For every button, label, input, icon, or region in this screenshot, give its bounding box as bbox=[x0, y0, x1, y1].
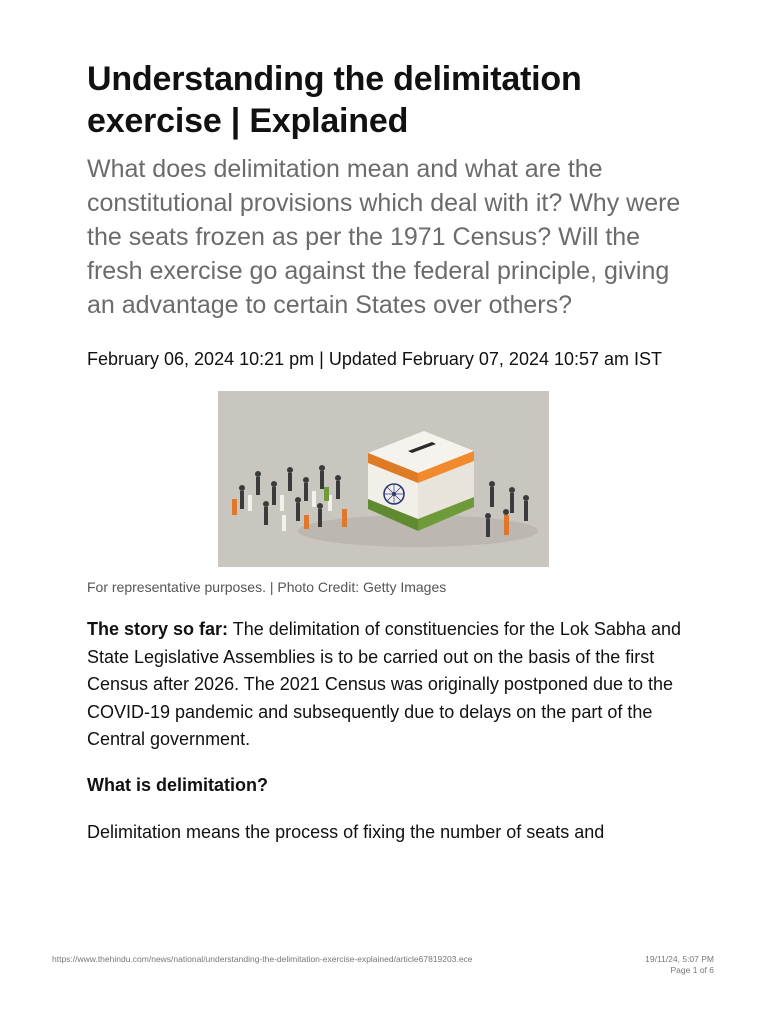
section-heading: What is delimitation? bbox=[87, 774, 269, 795]
ballot-box-illustration[interactable] bbox=[218, 391, 549, 567]
footer-page-number: Page 1 of 6 bbox=[670, 965, 714, 975]
story-label: The story so far: bbox=[87, 619, 229, 639]
image-caption: For representative purposes. | Photo Credit: Getty Images bbox=[87, 579, 447, 595]
article bbox=[87, 58, 687, 846]
article-title: Understanding the delimitation exercise | Explained bbox=[87, 60, 582, 140]
footer-timestamp: 19/11/24, 5:07 PM bbox=[645, 954, 714, 964]
story-paragraph bbox=[87, 616, 687, 754]
ballot-box-image bbox=[218, 391, 549, 567]
article-subtitle: What does delimitation mean and what are the constitutional provisions which deal with it? Why were the seats frozen as per the 1971 Census? Will the fresh exercise go against the federal principle, giving an advantage to certain States over others? bbox=[87, 155, 681, 319]
story-text: The delimitation of constituencies for the Lok Sabha and State Legislative Assemblies is to be carried out on the basis of the first Census after 2026. The 2021 Census was originally postponed due to the COVID-19 pandemic and subsequently due to delays on the part of the Central government. bbox=[87, 619, 681, 749]
section-paragraph: Delimitation means the process of fixing the number of seats and bbox=[87, 821, 605, 842]
footer-url[interactable]: https://www.thehindu.com/news/national/understanding-the-delimitation-exercise-explained/article67819203.ece bbox=[52, 954, 473, 964]
footer-meta bbox=[645, 954, 714, 976]
article-figure bbox=[87, 391, 687, 596]
article-dateline: February 06, 2024 10:21 pm | Updated February 07, 2024 10:57 am IST bbox=[87, 349, 663, 369]
